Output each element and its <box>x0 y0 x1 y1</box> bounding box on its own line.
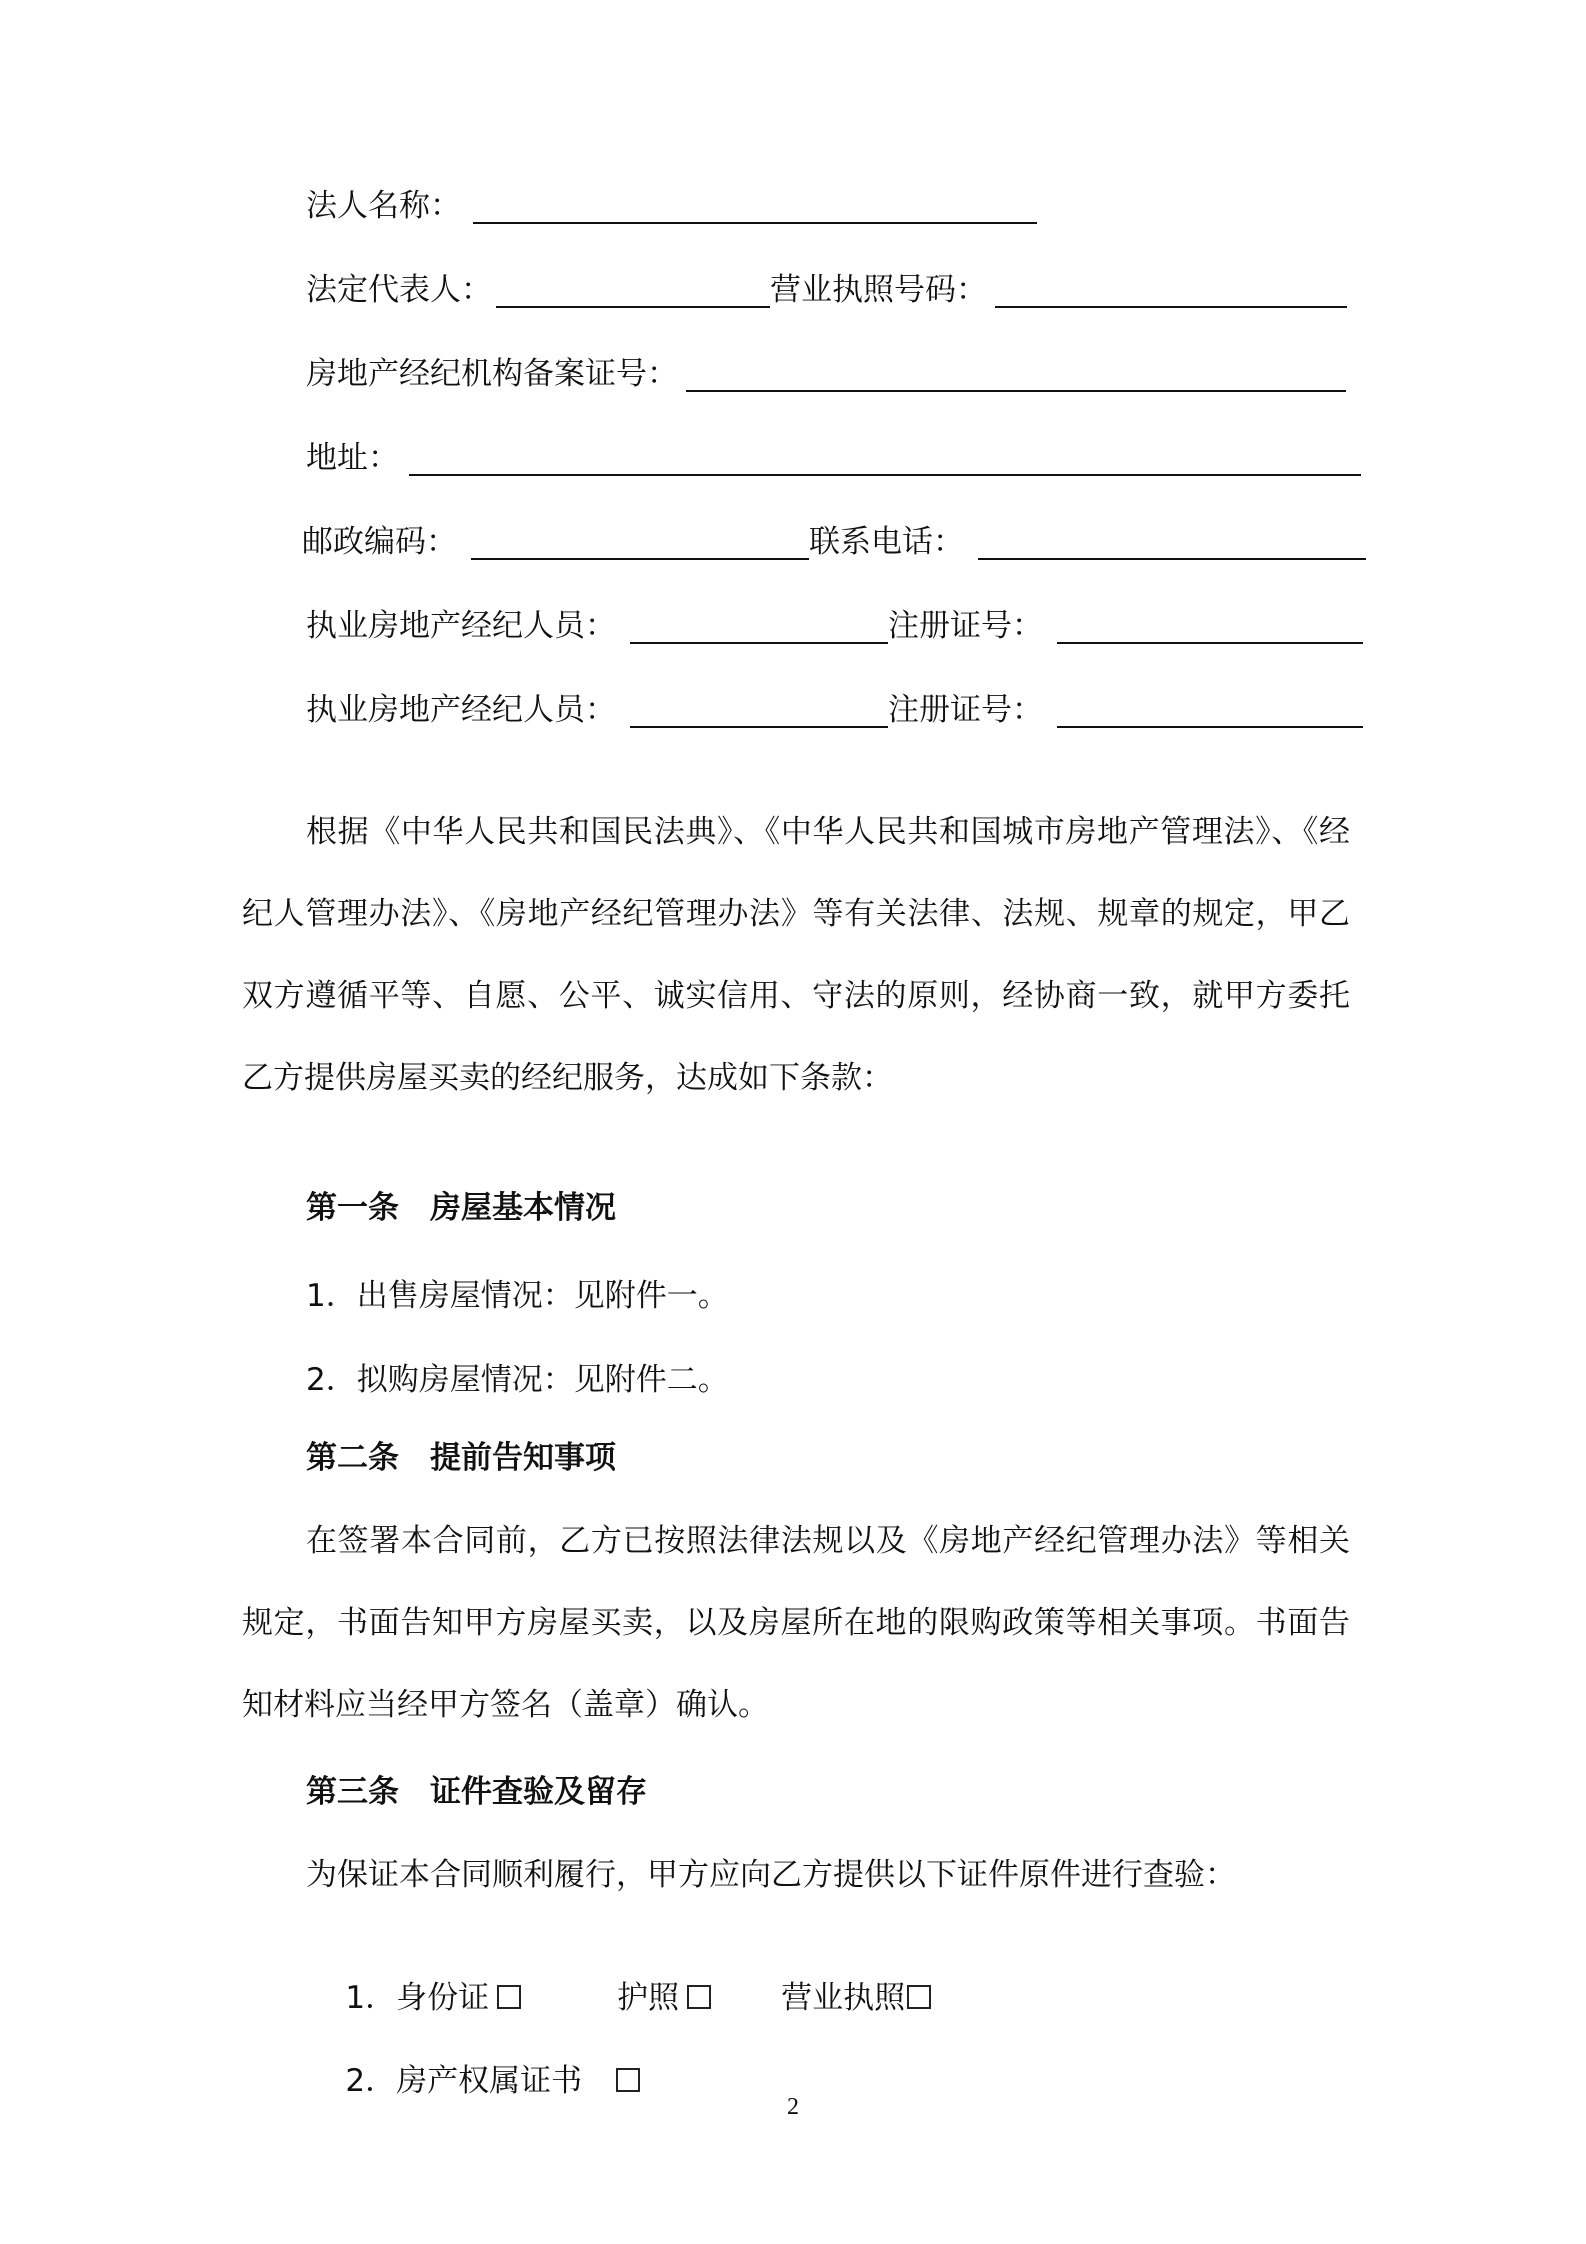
legal-rep-label: 法定代表人： <box>306 272 492 308</box>
legal-name-field[interactable] <box>473 192 1037 224</box>
property-cert-checkbox[interactable] <box>616 2068 640 2092</box>
agent-1-reg-label: 注册证号： <box>888 608 1043 644</box>
postcode-field[interactable] <box>471 528 809 560</box>
business-license-checkbox[interactable] <box>907 1985 931 2009</box>
agent-1-label: 执业房地产经纪人员： <box>306 608 616 644</box>
agent-2-field[interactable] <box>630 696 888 728</box>
property-cert-label: 2．房产权属证书 <box>345 2063 583 2099</box>
legal-rep-field[interactable] <box>496 276 770 308</box>
postcode-phone-row <box>302 522 1366 562</box>
business-license-check-label: 营业执照 <box>781 1980 906 2016</box>
agent-2-reg-label: 注册证号： <box>888 692 1043 728</box>
article-2-paragraph: 在签署本合同前，乙方已按照法律法规以及《房地产经纪管理办法》等相关规定，书面告知甲方房屋买卖，以及房屋所在地的限购政策等相关事项。书面告知材料应当经甲方签名（盖章）确认。 <box>242 1523 1350 1723</box>
address-row <box>306 438 1361 478</box>
legal-name-row <box>306 186 1037 226</box>
id-card-checkbox[interactable] <box>497 1985 521 2009</box>
article-3-heading: 第三条 证件查验及留存 <box>306 1774 647 1810</box>
article-1-item-1: 1．出售房屋情况：见附件一。 <box>306 1278 729 1314</box>
agency-filing-field[interactable] <box>686 360 1346 392</box>
postcode-label: 邮政编码： <box>302 524 457 560</box>
id-card-label: 1．身份证 <box>345 1980 490 2016</box>
business-license-field[interactable] <box>995 276 1347 308</box>
address-field[interactable] <box>409 444 1361 476</box>
phone-field[interactable] <box>978 528 1366 560</box>
article-2-heading: 第二条 提前告知事项 <box>306 1440 616 1476</box>
passport-checkbox[interactable] <box>687 1985 711 2009</box>
legal-name-label: 法人名称： <box>306 188 461 224</box>
agent-1-reg-field[interactable] <box>1057 612 1363 644</box>
agency-filing-label: 房地产经纪机构备案证号： <box>306 356 678 392</box>
page-number: 2 <box>787 2094 799 2120</box>
agent-2-reg-field[interactable] <box>1057 696 1363 728</box>
agent-1-field[interactable] <box>630 612 888 644</box>
agent-1-row <box>306 606 1363 646</box>
business-license-label: 营业执照号码： <box>770 272 987 308</box>
intro-paragraph: 根据《中华人民共和国民法典》、《中华人民共和国城市房地产管理法》、《经纪人管理办法》、《房地产经纪管理办法》等有关法律、法规、规章的规定，甲乙双方遵循平等、自愿、公平、诚实信用、守法的原则，经协商一致，就甲方委托乙方提供房屋买卖的经纪服务，达成如下条款： <box>242 814 1350 1096</box>
address-label: 地址： <box>306 440 399 476</box>
passport-label: 护照 <box>617 1980 680 2016</box>
article-1-heading: 第一条 房屋基本情况 <box>306 1190 616 1226</box>
phone-label: 联系电话： <box>809 524 964 560</box>
legal-rep-row <box>306 270 1347 310</box>
article-1-item-2: 2．拟购房屋情况：见附件二。 <box>306 1362 729 1398</box>
agent-2-label: 执业房地产经纪人员： <box>306 692 616 728</box>
agent-2-row <box>306 690 1363 730</box>
article-3-item-2 <box>306 2021 640 2141</box>
agency-filing-row <box>306 354 1346 394</box>
article-3-intro: 为保证本合同顺利履行，甲方应向乙方提供以下证件原件进行查验： <box>306 1857 1236 1893</box>
